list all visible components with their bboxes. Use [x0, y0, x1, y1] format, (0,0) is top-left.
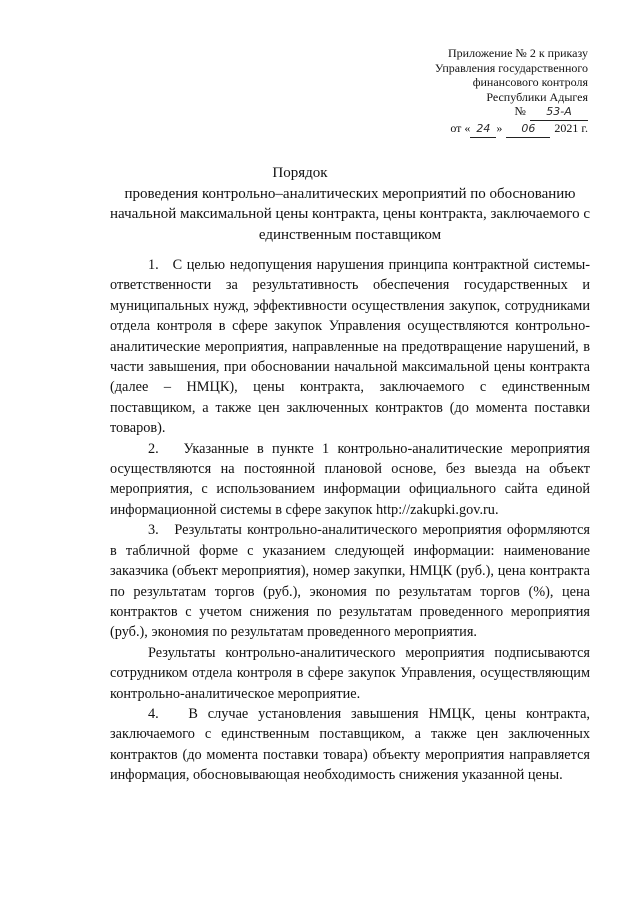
title-heading: Порядок — [272, 165, 328, 181]
date-year: 2021 г. — [554, 120, 588, 135]
approval-line-4: Республики Адыгея — [486, 89, 588, 104]
date-month-handwritten: 06 — [506, 122, 550, 138]
approval-block — [368, 46, 588, 138]
document-title — [110, 163, 590, 245]
paragraph-4: 4. В случае установления завышения НМЦК, цены контракта, заключаемого с единственным поставщиком, а также цен заключенных контрактов (до момента поставки товара) объекту мероприятия направляется информация, обосновывающая необходимость снижения указанной цены. — [110, 705, 590, 784]
paragraph-1: 1. С целью недопущения нарушения принципа контрактной системы-ответственности за результативность обеспечения государственных и муниципальных нужд, эффективности осуществления закупок, сотрудниками отдела контроля в сфере закупок Управления осуществляются контрольно-аналитические мероприятия, направленные на предотвращение нарушений, в части завышения, при обосновании начальной максимальной цены контракта (далее – НМЦК), цены контракта, заключаемого с единственным поставщиком, а также цен заключенных контрактов (до момента поставки товаров). — [110, 257, 590, 437]
paragraph-results: Результаты контрольно-аналитического мероприятия подписываются сотрудником отдела контроля в сфере закупок Управления, осуществляющим контрольно-аналитическое мероприятие. — [110, 644, 590, 702]
number-label: № — [514, 104, 526, 119]
approval-line-2: Управления государственного — [434, 60, 588, 75]
date-mid: » — [496, 120, 503, 135]
approval-line-3: финансового контроля — [472, 75, 588, 90]
order-number-handwritten: 53-А — [530, 105, 588, 121]
document-body — [110, 255, 590, 786]
paragraph-3: 3. Результаты контрольно-аналитического мероприятия оформляются в табличной форме с указанием следующей информации: наименование заказчика (объект мероприятия), номер закупки, НМЦК (руб.), цена контракта по результатам торгов (руб.), экономия по результатам торгов (%), цена контрактов с учетом снижения по результатам проведенного мероприятия (руб.), экономия по результатам проведенного мероприятия. — [110, 522, 590, 641]
title-subtitle: проведения контрольно–аналитических мероприятий по обоснованию начальной максимальной цены контракта, цены контракта, заключаемого с единственным поставщиком — [110, 185, 590, 243]
approval-line-1: Приложение № 2 к приказу — [448, 46, 588, 60]
date-prefix: от « — [450, 120, 471, 135]
paragraph-2: 2. Указанные в пункте 1 контрольно-аналитические мероприятия осуществляются на постоянной плановой основе, без выезда на объект мероприятия, с использованием информации официального сайта единой информационной системы в сфере закупок http://zakupki.gov.ru. — [110, 440, 590, 518]
order-number-line — [368, 104, 588, 121]
date-day-handwritten: 24 — [470, 122, 496, 138]
order-date-line — [368, 121, 588, 138]
